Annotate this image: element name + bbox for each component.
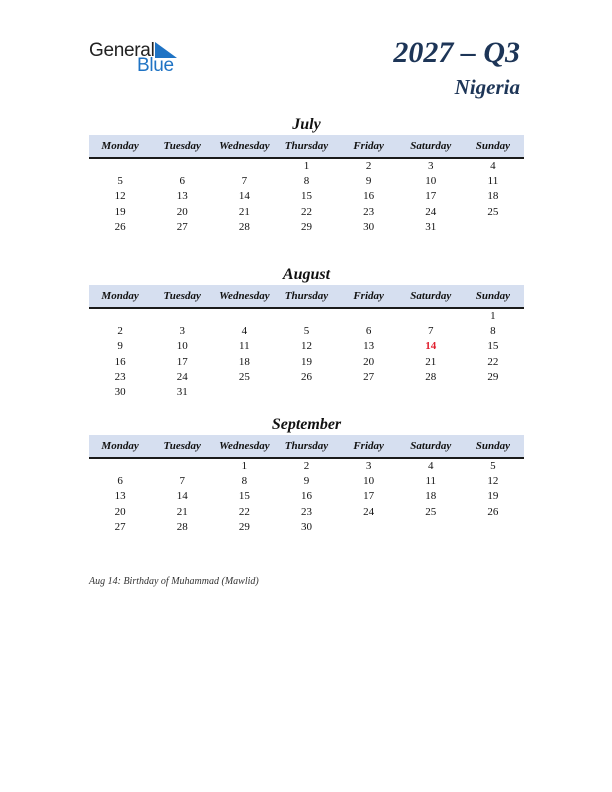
day-cell: 14	[176, 490, 188, 503]
weekday-label: Saturday	[410, 290, 452, 302]
week-row	[89, 370, 524, 385]
weekday-label: Friday	[353, 440, 384, 452]
day-cell: 13	[114, 490, 126, 503]
empty-day-cell	[462, 220, 524, 235]
empty-day-cell	[338, 520, 400, 535]
week-row	[89, 189, 524, 204]
week-row	[89, 159, 524, 174]
week-row	[89, 205, 524, 220]
day-cell: 11	[487, 175, 499, 188]
day-cell: 25	[425, 505, 437, 518]
day-cell: 28	[425, 370, 437, 383]
empty-day-cell	[213, 385, 275, 400]
day-cell: 18	[425, 490, 437, 503]
week-row	[89, 459, 524, 474]
day-cell: 25	[487, 205, 499, 218]
day-cell: 29	[487, 370, 499, 383]
logo-blue-text: Blue	[137, 55, 174, 76]
generalblue-logo	[89, 40, 189, 80]
day-cell: 4	[241, 325, 248, 338]
page-title: 2027 – Q3	[393, 36, 520, 69]
day-cell: 4	[428, 460, 434, 472]
day-cell: 27	[363, 370, 375, 383]
day-cell: 25	[238, 370, 250, 383]
day-cell: 15	[300, 190, 312, 203]
day-cell: 12	[300, 340, 312, 353]
day-cell: 8	[490, 325, 496, 338]
empty-day-cell	[89, 459, 151, 474]
empty-day-cell	[151, 309, 213, 324]
month-name: July	[292, 116, 321, 133]
day-cell: 1	[303, 160, 310, 172]
empty-day-cell	[151, 159, 213, 174]
weekday-label: Sunday	[475, 290, 511, 302]
day-cell: 26	[300, 370, 312, 383]
day-cell: 8	[303, 175, 310, 188]
empty-day-cell	[400, 309, 462, 324]
month-july	[89, 115, 524, 235]
weekday-label: Tuesday	[163, 290, 201, 302]
day-cell: 11	[425, 475, 437, 488]
weekday-header	[89, 435, 524, 459]
weekday-label: Saturday	[410, 140, 452, 152]
day-cell: 30	[114, 385, 126, 398]
day-cell: 19	[487, 490, 499, 503]
day-cell: 29	[238, 520, 250, 533]
month-name: September	[271, 416, 342, 433]
weekday-label: Monday	[101, 140, 139, 152]
day-cell: 7	[179, 475, 185, 488]
day-cell: 16	[114, 355, 126, 368]
day-cell: 5	[490, 460, 496, 472]
day-cell: 20	[176, 205, 188, 218]
week-row	[89, 505, 524, 520]
weekday-label: Wednesday	[219, 440, 270, 452]
weekday-label: Wednesday	[219, 290, 270, 302]
week-row	[89, 309, 524, 324]
day-cell: 18	[238, 355, 250, 368]
day-cell: 27	[114, 520, 126, 533]
weekday-label: Thursday	[284, 290, 329, 302]
day-cell: 3	[179, 325, 185, 338]
day-cell: 26	[487, 505, 499, 518]
day-cell: 22	[487, 355, 499, 368]
empty-day-cell	[338, 385, 400, 400]
month-september	[89, 415, 524, 535]
day-cell: 7	[241, 175, 248, 188]
day-cell: 2	[117, 325, 123, 338]
empty-day-cell	[151, 459, 213, 474]
day-cell: 31	[425, 220, 437, 233]
week-row	[89, 339, 524, 354]
weekday-header	[89, 135, 524, 159]
empty-day-cell	[275, 309, 337, 324]
weekday-label: Wednesday	[219, 140, 270, 152]
day-cell: 15	[487, 340, 499, 353]
day-cell: 14	[425, 340, 437, 353]
weekday-label: Friday	[353, 290, 384, 302]
day-cell: 6	[365, 325, 372, 338]
empty-day-cell	[89, 309, 151, 324]
country-name: Nigeria	[454, 75, 520, 99]
day-cell: 1	[490, 310, 496, 322]
day-cell: 24	[176, 370, 188, 383]
day-cell: 26	[114, 220, 126, 233]
day-cell: 14	[238, 190, 250, 203]
empty-day-cell	[462, 385, 524, 400]
day-cell: 5	[303, 325, 310, 338]
day-cell: 21	[425, 355, 437, 368]
week-row	[89, 220, 524, 235]
day-cell: 6	[117, 475, 123, 488]
empty-day-cell	[213, 159, 275, 174]
weekday-label: Sunday	[475, 140, 511, 152]
empty-day-cell	[400, 520, 462, 535]
empty-day-cell	[213, 309, 275, 324]
day-cell: 4	[490, 160, 496, 172]
day-cell: 17	[363, 490, 375, 503]
day-cell: 16	[363, 190, 375, 203]
month-name: August	[282, 266, 331, 283]
week-row	[89, 324, 524, 339]
day-cell: 9	[117, 340, 123, 353]
day-cell: 23	[363, 205, 375, 218]
month-august	[89, 265, 524, 400]
day-cell: 31	[176, 385, 188, 398]
day-cell: 23	[300, 505, 312, 518]
weekday-label: Tuesday	[163, 140, 201, 152]
week-row	[89, 489, 524, 504]
day-cell: 30	[363, 220, 375, 233]
day-cell: 16	[300, 490, 312, 503]
empty-day-cell	[338, 309, 400, 324]
day-cell: 23	[114, 370, 126, 383]
day-cell: 17	[425, 190, 437, 203]
week-row	[89, 355, 524, 370]
empty-day-cell	[400, 385, 462, 400]
weekday-label: Friday	[353, 140, 384, 152]
week-row	[89, 520, 524, 535]
day-cell: 27	[176, 220, 188, 233]
day-cell: 21	[176, 505, 188, 518]
day-cell: 28	[176, 520, 188, 533]
day-cell: 9	[303, 475, 310, 488]
day-cell: 12	[114, 190, 126, 203]
holiday-note: Aug 14: Birthday of Muhammad (Mawlid)	[89, 576, 259, 587]
day-cell: 8	[241, 475, 248, 488]
day-cell: 17	[176, 355, 188, 368]
empty-day-cell	[462, 520, 524, 535]
day-cell: 13	[363, 340, 375, 353]
day-cell: 12	[487, 475, 499, 488]
week-row	[89, 385, 524, 400]
day-cell: 5	[117, 175, 123, 188]
day-cell: 10	[176, 340, 188, 353]
day-cell: 19	[114, 205, 126, 218]
empty-day-cell	[89, 159, 151, 174]
day-cell: 6	[179, 175, 185, 188]
day-cell: 3	[428, 160, 434, 172]
day-cell: 10	[425, 175, 437, 188]
day-cell: 2	[365, 160, 372, 172]
weekday-label: Monday	[101, 290, 139, 302]
weekday-label: Sunday	[475, 440, 511, 452]
week-row	[89, 474, 524, 489]
day-cell: 22	[238, 505, 250, 518]
day-cell: 24	[363, 505, 375, 518]
week-row	[89, 174, 524, 189]
day-cell: 11	[239, 340, 250, 353]
day-cell: 1	[241, 460, 248, 472]
weekday-label: Monday	[101, 440, 139, 452]
weekday-label: Saturday	[410, 440, 452, 452]
day-cell: 2	[303, 460, 310, 472]
weekday-header	[89, 285, 524, 309]
day-cell: 18	[487, 190, 499, 203]
day-cell: 20	[363, 355, 375, 368]
day-cell: 22	[300, 205, 312, 218]
day-cell: 24	[425, 205, 437, 218]
day-cell: 30	[300, 520, 312, 533]
weekday-label: Thursday	[284, 140, 329, 152]
empty-day-cell	[275, 385, 337, 400]
day-cell: 20	[114, 505, 126, 518]
day-cell: 15	[238, 490, 250, 503]
day-cell: 13	[176, 190, 188, 203]
day-cell: 29	[300, 220, 312, 233]
logo-general-text: General	[89, 40, 155, 61]
day-cell: 19	[300, 355, 312, 368]
day-cell: 21	[238, 205, 250, 218]
day-cell: 3	[365, 460, 372, 472]
day-cell: 28	[238, 220, 250, 233]
weekday-label: Thursday	[284, 440, 329, 452]
day-cell: 9	[365, 175, 372, 188]
day-cell: 7	[428, 325, 434, 338]
day-cell: 10	[363, 475, 375, 488]
weekday-label: Tuesday	[163, 440, 201, 452]
